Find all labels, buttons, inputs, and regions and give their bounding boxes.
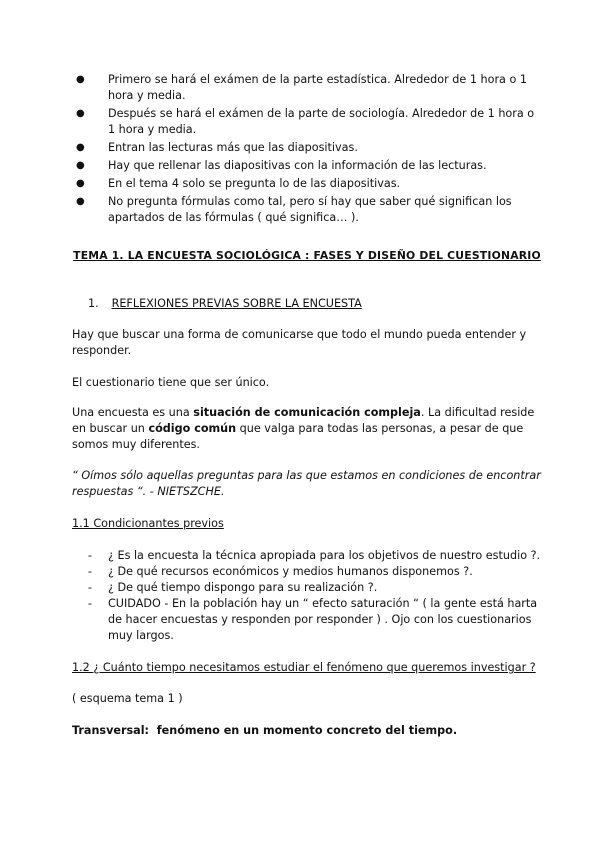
bold-text: situación de comunicación compleja — [193, 406, 421, 419]
text-run: . La dificultad reside en buscar un — [72, 406, 535, 435]
transversal-definition: Transversal: fenómeno en un momento concreto del tiempo. — [72, 724, 458, 737]
dash-icon: - — [88, 565, 93, 578]
list-item-text: ¿ De qué tiempo dispongo para su realización ?. — [108, 581, 378, 594]
list-item-text: No pregunta fórmulas como tal, pero sí hay que saber qué significan los apartados de las fórmulas ( qué significa… ). — [108, 195, 512, 224]
quote: “ Oímos sólo aquellas preguntas para las que estamos en condiciones de encontrar respuestas “. - NIETSZCHE. — [72, 469, 541, 498]
bullet-icon: ● — [76, 178, 85, 189]
bullet-icon: ● — [76, 74, 85, 85]
condicionantes-list — [72, 548, 542, 644]
list-item — [72, 158, 542, 174]
list-item-text: Hay que rellenar las diapositivas con la información de las lecturas. — [108, 159, 487, 172]
dash-icon: - — [88, 597, 93, 610]
list-item-text: En el tema 4 solo se pregunta lo de las diapositivas. — [108, 177, 401, 190]
intro-bullet-list — [72, 72, 542, 226]
text-run: que valga para todas las personas, a pesar de que somos muy diferentes. — [72, 422, 524, 451]
list-item — [72, 548, 542, 564]
bullet-icon: ● — [76, 160, 85, 171]
esquema-note: ( esquema tema 1 ) — [72, 692, 183, 705]
text-run: Una encuesta es una — [72, 406, 194, 419]
bullet-icon: ● — [76, 142, 85, 153]
paragraph-encuesta — [72, 405, 542, 453]
list-item — [72, 176, 542, 192]
subsection-1-2-title: 1.2 ¿ Cuánto tiempo necesitamos estudiar el fenómeno que queremos investigar ? — [72, 661, 536, 674]
dash-icon: - — [88, 581, 93, 594]
list-item — [72, 72, 542, 104]
list-item — [72, 564, 542, 580]
section-1-heading — [88, 296, 528, 312]
dash-icon: - — [88, 549, 93, 562]
list-item-text: ¿ De qué recursos económicos y medios humanos disponemos ?. — [108, 565, 473, 578]
bullet-icon: ● — [76, 108, 85, 119]
list-item — [72, 106, 542, 138]
section-title: REFLEXIONES PREVIAS SOBRE LA ENCUESTA — [111, 297, 362, 310]
list-item — [72, 596, 542, 644]
list-item-text: ¿ Es la encuesta la técnica apropiada para los objetivos de nuestro estudio ?. — [108, 549, 541, 562]
list-item-text: CUIDADO - En la población hay un “ efecto saturación “ ( la gente está harta de hacer encuestas y responden por responder ) . Ojo con los cuestionarios muy largos. — [108, 597, 538, 642]
list-item-text: Después se hará el exámen de la parte de sociología. Alrededor de 1 hora o 1 hora y media. — [108, 107, 535, 136]
list-item — [72, 194, 542, 226]
tema-title: TEMA 1. LA ENCUESTA SOCIOLÓGICA : FASES Y DISEÑO DEL CUESTIONARIO — [73, 249, 541, 262]
paragraph: Hay que buscar una forma de comunicarse que todo el mundo pueda entender y responder. — [72, 328, 527, 357]
paragraph: El cuestionario tiene que ser único. — [72, 376, 270, 389]
section-number: 1. — [88, 297, 99, 310]
list-item-text: Entran las lecturas más que las diapositivas. — [108, 141, 358, 154]
list-item — [72, 580, 542, 596]
bold-text: código común — [148, 422, 237, 435]
subsection-1-1-title: 1.1 Condicionantes previos — [72, 517, 224, 530]
list-item-text: Primero se hará el exámen de la parte estadística. Alrededor de 1 hora o 1 hora y media. — [108, 73, 527, 102]
list-item — [72, 140, 542, 156]
bullet-icon: ● — [76, 196, 85, 207]
